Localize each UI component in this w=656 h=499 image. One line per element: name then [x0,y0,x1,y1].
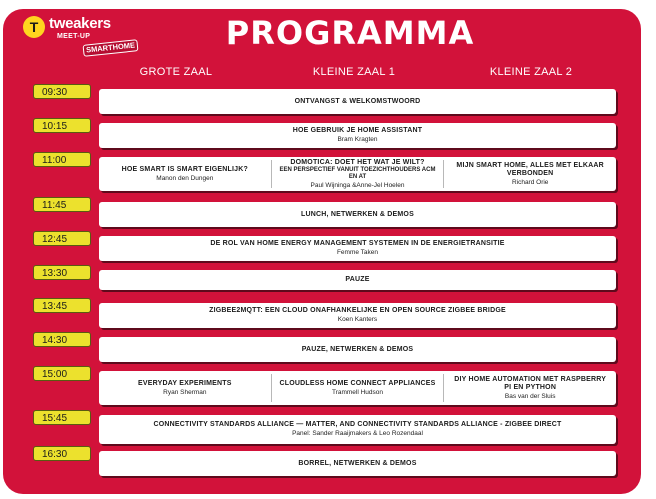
column-header-grote-zaal: GROTE ZAAL [139,66,213,78]
time-badge: 11:00 [33,152,91,167]
schedule-row [33,118,616,148]
session [271,160,444,187]
time-badge: 15:00 [33,366,91,381]
session-title: ONTVANGST & WELKOMSTWOORD [294,97,421,105]
session [99,202,616,227]
session-title: BORREL, NETWERKEN & DEMOS [298,459,417,467]
session-speaker: Bram Kragten [337,136,378,143]
time-badge: 11:45 [33,197,91,212]
time-badge: 09:30 [33,84,91,99]
session [99,236,616,261]
schedule-row [33,446,616,476]
session [443,374,616,401]
session-speaker: Koen Kanters [337,316,378,323]
session-subtitle: EEN PERSPECTIEF VANUIT TOEZICHTHOUDERS ACM EN AT [279,166,436,180]
session-title: MIJN SMART HOME, ALLES MET ELKAAR VERBONDEN [456,161,604,177]
session-box [99,236,616,261]
session [99,160,271,187]
logo-brand-name: tweakers [49,15,111,32]
session [271,374,444,401]
session [99,270,616,290]
schedule-row [33,332,616,362]
schedule-row [33,84,616,114]
logo-subtitle: MEET-UP [57,33,91,40]
session-box [99,157,616,191]
session-box [99,270,616,290]
time-badge: 15:45 [33,410,91,425]
session-title: DE ROL VAN HOME ENERGY MANAGEMENT SYSTEMEN IN DE ENERGIETRANSITIE [210,240,505,247]
session-speaker: Bas van der Sluis [504,392,556,400]
session-speaker: Ryan Sherman [163,388,207,396]
session [99,451,616,476]
session-speaker: Manon den Dungen [156,174,214,182]
session [99,123,616,148]
session [443,160,616,187]
session-title: DOMOTICA: DOET HET WAT JE WILT? [290,158,425,166]
session [99,374,271,401]
session-box [99,337,616,362]
session-box [99,303,616,328]
page-title: PROGRAMMA [225,14,475,52]
column-header-kleine-zaal-2: KLEINE ZAAL 2 [489,66,573,78]
session-title: DIY HOME AUTOMATION MET RASPBERRY PI EN PYTHON [454,375,607,391]
logo-mark-icon: T [23,16,45,38]
session-speaker: Trammell Hudson [331,388,384,396]
tweakers-logo [23,13,143,53]
schedule-row [33,298,616,328]
session-box [99,123,616,148]
session-title: PAUZE [345,276,370,283]
time-badge: 13:30 [33,265,91,280]
session-title: EVERYDAY EXPERIMENTS [138,379,232,387]
column-header-kleine-zaal-1: KLEINE ZAAL 1 [312,66,396,78]
schedule-row [33,152,616,191]
session-title: CLOUDLESS HOME CONNECT APPLIANCES [279,379,436,387]
logo-tag: SMARTHOME [83,39,139,57]
schedule-row [33,410,616,444]
session [99,303,616,328]
time-badge: 14:30 [33,332,91,347]
schedule-row [33,265,616,290]
session-box [99,451,616,476]
session-speaker: Femme Taken [336,249,379,256]
session-title: HOE GEBRUIK JE HOME ASSISTANT [292,127,423,134]
session-speaker: Paul Wijninga &Anne-Jel Hoelen [310,181,405,189]
schedule-row [33,197,616,227]
session-title: HOE SMART IS SMART EIGENLIJK? [121,165,249,173]
schedule-row [33,366,616,405]
session-box [99,415,616,444]
session-title: LUNCH, NETWERKEN & DEMOS [301,210,414,218]
time-badge: 16:30 [33,446,91,461]
session-title: ZIGBEE2MQTT: EEN CLOUD ONAFHANKELIJKE EN OPEN SOURCE ZIGBEE BRIDGE [209,307,506,314]
session-speaker: Panel: Sander Raaijmakers & Leo Rozendaal [292,430,423,437]
session [99,415,616,444]
session-box [99,89,616,114]
session [99,89,616,114]
time-badge: 13:45 [33,298,91,313]
session-box [99,371,616,405]
schedule-row [33,231,616,261]
time-badge: 10:15 [33,118,91,133]
session-speaker: Richard Orie [511,178,549,186]
session-title: CONNECTIVITY STANDARDS ALLIANCE — MATTER, AND CONNECTIVITY STANDARDS ALLIANCE - ZIGBEE DIRECT [153,421,562,428]
session-title: PAUZE, NETWERKEN & DEMOS [301,345,414,353]
session [99,337,616,362]
session-box [99,202,616,227]
time-badge: 12:45 [33,231,91,246]
